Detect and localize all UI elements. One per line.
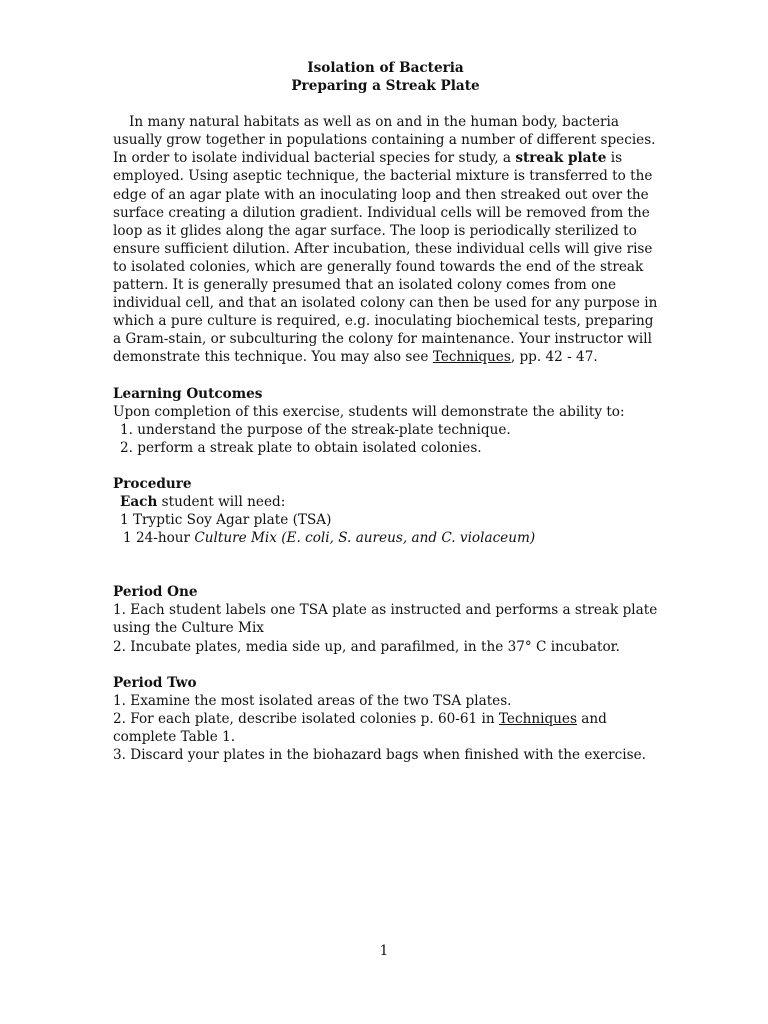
intro-text-3: , pp. 42 - 47. [510, 349, 598, 366]
period-two-item2-text: 2. For each plate, describe isolated colonies p. 60-61 in [113, 710, 499, 727]
spacer [113, 457, 658, 475]
spacer [113, 656, 658, 674]
spacer [113, 367, 658, 385]
learning-outcomes-lead: Upon completion of this exercise, students will demonstrate the ability to: [113, 403, 625, 420]
procedure-need-line [113, 493, 658, 511]
period-two-item [113, 710, 658, 746]
intro-text-2: is employed. Using aseptic technique, the bacterial mixture is transferred to the edge of an agar plate with an inoculating loop and then streaked out over the surface creating a dilution gradient. Individual cells will be removed from the loop as it glides along the agar surface. The loop is periodically sterilized to ensure sufficient dilution. After incubation, these individual cells will give rise to isolated colonies, which are generally found towards the end of the streak pattern. It is generally presumed that an isolated colony comes from one individual cell, and that an isolated colony can then be used for any purpose in which a pure culture is required, e.g. inoculating biochemical tests, preparing a Gram-stain, or subculturing the colony for maintenance. Your instructor will demonstrate this technique. You may also see [113, 150, 658, 366]
document-body [113, 59, 658, 764]
period-two-item2-rest: and complete Table 1. [113, 710, 607, 745]
intro-bold-term: streak plate [515, 150, 607, 167]
period-two-item: 3. Discard your plates in the biohazard bags when finished with the exercise. [113, 747, 646, 763]
procedure-item2-italic: Culture Mix (E. coli, S. aureus, and C. violaceum) [194, 530, 536, 547]
learning-outcomes-heading: Learning Outcomes [113, 385, 263, 402]
document-title: Isolation of Bacteria [307, 60, 464, 76]
intro-text-1: In many natural habitats as well as on and in the human body, bacteria usually grow together in populations containing a number of different species. In order to isolate individual bacterial species for study, a [113, 114, 656, 167]
procedure-item: 1 Tryptic Soy Agar plate (TSA) [120, 512, 332, 529]
spacer [113, 547, 658, 565]
spacer [113, 95, 658, 113]
spacer [113, 565, 658, 583]
document-subtitle: Preparing a Streak Plate [291, 78, 480, 95]
procedure-need-text: student will need: [157, 493, 286, 510]
page-number: 1 [379, 943, 389, 959]
procedure-heading: Procedure [113, 475, 192, 492]
techniques-reference: Techniques [432, 349, 511, 366]
techniques-reference: Techniques [498, 710, 577, 727]
period-two-item: 1. Examine the most isolated areas of the two TSA plates. [113, 692, 512, 709]
procedure-item [113, 529, 658, 547]
period-two-heading: Period Two [113, 674, 197, 691]
learning-outcome-item: 1. understand the purpose of the streak-plate technique. [120, 421, 511, 438]
intro-paragraph [113, 113, 658, 366]
learning-outcome-item: 2. perform a streak plate to obtain isolated colonies. [120, 439, 482, 456]
period-one-item: 2. Incubate plates, media side up, and parafilmed, in the 37° C incubator. [113, 638, 620, 655]
procedure-each: Each [120, 493, 158, 510]
period-one-heading: Period One [113, 584, 198, 601]
period-one-item: 1. Each student labels one TSA plate as instructed and performs a streak plate using the Culture Mix [113, 602, 658, 637]
procedure-item2-text: 1 24-hour [123, 530, 195, 547]
